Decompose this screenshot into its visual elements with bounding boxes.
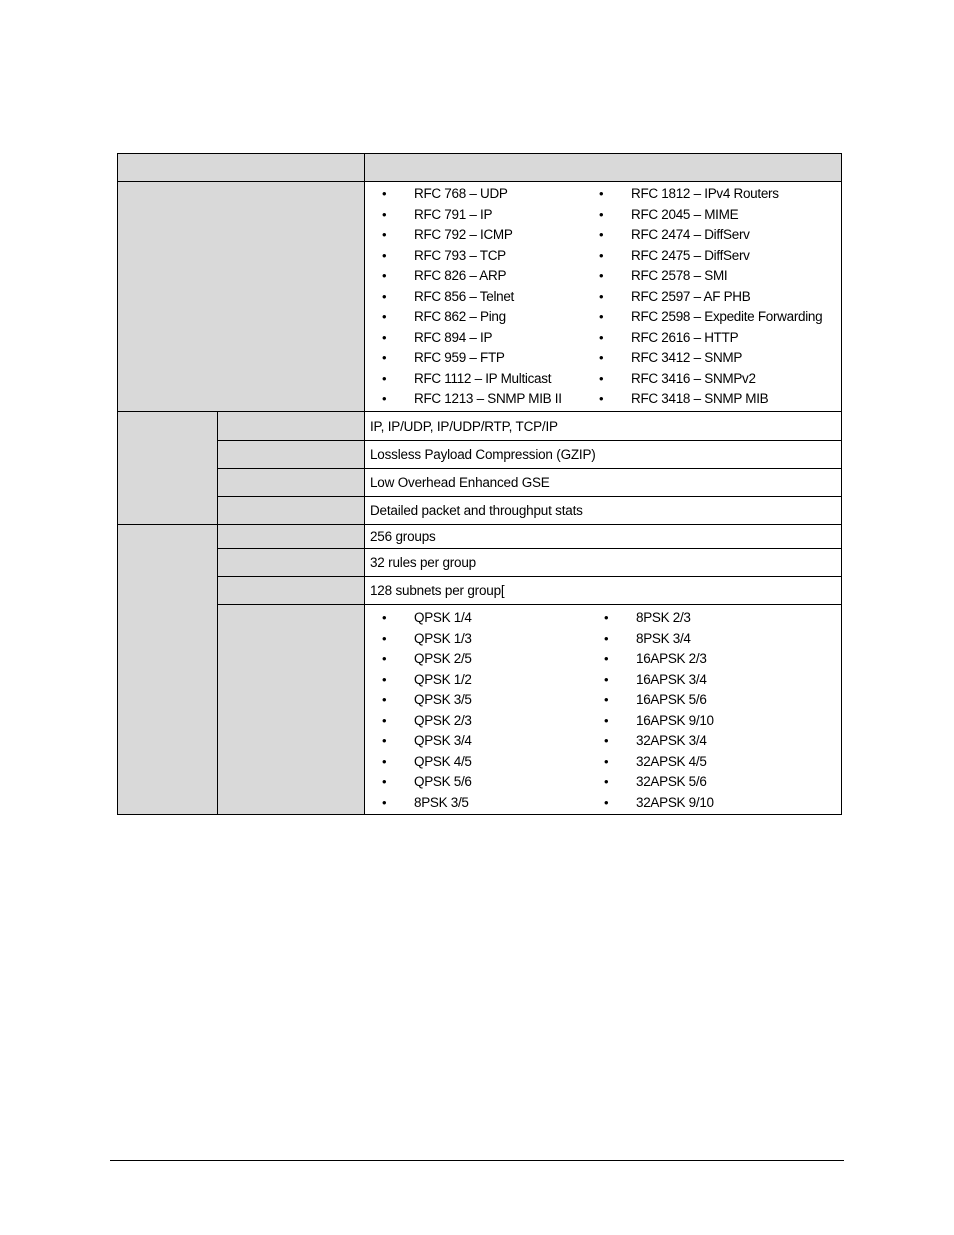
list-item (604, 711, 714, 732)
list-item-text: 8PSK 3/5 (414, 794, 469, 810)
list-item (604, 752, 714, 773)
list-item-text: 32APSK 3/4 (636, 733, 707, 748)
list-item (604, 793, 714, 814)
group-row (118, 525, 842, 549)
list-item-text: RFC 862 – Ping (414, 309, 506, 324)
list-item (604, 629, 714, 650)
list-item-text: 32APSK 9/10 (636, 794, 714, 810)
bullet-icon (604, 608, 636, 629)
list-item-text: QPSK 2/3 (414, 712, 472, 728)
group-row (118, 577, 842, 605)
header-cell-category (118, 154, 365, 182)
list-item (382, 246, 599, 267)
bullet-icon (599, 328, 631, 349)
list-item-text: RFC 2597 – AF PHB (631, 288, 751, 304)
bullet-icon (599, 369, 631, 390)
bullet-icon (599, 307, 631, 328)
list-item (382, 369, 599, 390)
modcod-list-column-1 (382, 608, 604, 813)
bullet-icon (382, 246, 414, 267)
list-item (382, 690, 604, 711)
bullet-icon (382, 184, 414, 205)
list-item (604, 731, 714, 752)
bullet-icon (382, 711, 414, 732)
rfc-bullet-list (365, 182, 841, 410)
list-item-text: RFC 894 – IP (414, 329, 493, 345)
group-row (118, 549, 842, 577)
feature-label-cell (218, 412, 365, 441)
list-item-text: RFC 1112 – IP Multicast (414, 370, 552, 386)
bullet-icon (382, 205, 414, 226)
list-item-text: RFC 2474 – DiffServ (631, 227, 750, 242)
list-item-text: QPSK 2/5 (414, 651, 472, 666)
feature-row (118, 469, 842, 497)
bullet-icon (599, 389, 631, 410)
feature-row (118, 412, 842, 441)
features-group-cell (118, 412, 218, 525)
modcod-label-cell (218, 605, 365, 815)
list-item (599, 389, 822, 410)
feature-label-cell (218, 497, 365, 525)
list-item-text: RFC 2045 – MIME (631, 206, 739, 222)
list-item-text: RFC 2616 – HTTP (631, 329, 739, 345)
bullet-icon (382, 793, 414, 814)
bullet-icon (599, 287, 631, 308)
list-item (604, 649, 714, 670)
group-label-cell (218, 525, 365, 549)
list-item-text: QPSK 1/2 (414, 671, 472, 687)
list-item-text: RFC 3412 – SNMP (631, 350, 743, 365)
bullet-icon (604, 670, 636, 691)
bullet-icon (604, 629, 636, 650)
bullet-icon (382, 307, 414, 328)
list-item-text: 8PSK 3/4 (636, 630, 691, 646)
bullet-icon (382, 389, 414, 410)
modcod-list-cell (365, 605, 842, 815)
list-item-text: RFC 3416 – SNMPv2 (631, 370, 756, 386)
bullet-icon (599, 184, 631, 205)
modcod-list-column-2 (604, 608, 714, 813)
bullet-icon (604, 649, 636, 670)
bullet-icon (599, 205, 631, 226)
list-item-text: QPSK 1/4 (414, 610, 472, 625)
list-item (382, 752, 604, 773)
list-item (382, 389, 599, 410)
bullet-icon (599, 348, 631, 369)
list-item-text: 16APSK 9/10 (636, 712, 714, 728)
bullet-icon (382, 348, 414, 369)
list-item-text: 16APSK 2/3 (636, 651, 707, 666)
list-item (604, 608, 714, 629)
feature-row (118, 441, 842, 469)
group-value: 32 rules per group (365, 549, 842, 577)
list-item (382, 711, 604, 732)
list-item (599, 287, 822, 308)
list-item-text: 32APSK 4/5 (636, 753, 707, 769)
list-item-text: RFC 1812 – IPv4 Routers (631, 186, 779, 201)
list-item (382, 266, 599, 287)
list-item (604, 772, 714, 793)
list-item (382, 629, 604, 650)
protocols-label-cell (118, 182, 365, 412)
list-item (382, 184, 599, 205)
list-item-text: RFC 793 – TCP (414, 247, 506, 263)
feature-label-cell (218, 441, 365, 469)
bullet-icon (604, 793, 636, 814)
list-item-text: RFC 2598 – Expedite Forwarding (631, 309, 823, 324)
list-item-text: RFC 792 – ICMP (414, 227, 513, 242)
bullet-icon (382, 690, 414, 711)
bullet-icon (604, 752, 636, 773)
list-item-text: RFC 2578 – SMI (631, 268, 728, 283)
list-item-text: 8PSK 2/3 (636, 610, 691, 625)
feature-value: Lossless Payload Compression (GZIP) (365, 441, 842, 469)
feature-row (118, 497, 842, 525)
list-item (382, 287, 599, 308)
table-header-row (118, 154, 842, 182)
list-item (382, 225, 599, 246)
list-item-text: QPSK 5/6 (414, 774, 472, 789)
list-item (382, 793, 604, 814)
list-item (599, 369, 822, 390)
list-item-text: RFC 826 – ARP (414, 268, 507, 283)
bullet-icon (604, 772, 636, 793)
bullet-icon (382, 629, 414, 650)
list-item (382, 328, 599, 349)
list-item (599, 266, 822, 287)
list-item-text: RFC 791 – IP (414, 206, 493, 222)
list-item (382, 772, 604, 793)
bullet-icon (382, 649, 414, 670)
rfc-list-column-2 (599, 184, 822, 410)
bullet-icon (382, 328, 414, 349)
list-item (382, 649, 604, 670)
feature-value: Low Overhead Enhanced GSE (365, 469, 842, 497)
list-item-text: RFC 3418 – SNMP MIB (631, 391, 769, 406)
bullet-icon (382, 670, 414, 691)
list-item (599, 225, 822, 246)
list-item-text: QPSK 1/3 (414, 630, 472, 646)
specifications-table (117, 153, 842, 815)
list-item (604, 670, 714, 691)
list-item (599, 307, 822, 328)
modcod-bullet-list (365, 605, 841, 813)
list-item-text: RFC 856 – Telnet (414, 288, 515, 304)
bullet-icon (599, 246, 631, 267)
list-item-text: RFC 1213 – SNMP MIB II (414, 391, 562, 406)
list-item (604, 690, 714, 711)
bullet-icon (599, 225, 631, 246)
modcod-row (118, 605, 842, 815)
list-item-text: 32APSK 5/6 (636, 774, 707, 789)
list-item-text: RFC 768 – UDP (414, 186, 508, 201)
list-item (382, 307, 599, 328)
list-item-text: QPSK 3/4 (414, 733, 472, 748)
bullet-icon (604, 731, 636, 752)
bullet-icon (604, 711, 636, 732)
bullet-icon (382, 266, 414, 287)
feature-value: Detailed packet and throughput stats (365, 497, 842, 525)
list-item-text: 16APSK 3/4 (636, 671, 707, 687)
list-item (599, 205, 822, 226)
bullet-icon (382, 225, 414, 246)
footer-rule (110, 1160, 844, 1161)
list-item (599, 348, 822, 369)
bullet-icon (382, 287, 414, 308)
list-item (382, 731, 604, 752)
rfc-list-column-1 (382, 184, 599, 410)
bullet-icon (382, 772, 414, 793)
feature-label-cell (218, 469, 365, 497)
list-item (599, 246, 822, 267)
list-item-text: 16APSK 5/6 (636, 692, 707, 707)
group-label-cell (218, 577, 365, 605)
list-item (382, 670, 604, 691)
header-cell-description (365, 154, 842, 182)
bullet-icon (604, 690, 636, 711)
list-item (599, 184, 822, 205)
list-item-text: RFC 2475 – DiffServ (631, 247, 750, 263)
list-item-text: RFC 959 – FTP (414, 350, 505, 365)
groups-group-cell (118, 525, 218, 815)
bullet-icon (382, 752, 414, 773)
bullet-icon (382, 608, 414, 629)
list-item-text: QPSK 4/5 (414, 753, 472, 769)
feature-value: IP, IP/UDP, IP/UDP/RTP, TCP/IP (365, 412, 842, 441)
protocols-row (118, 182, 842, 412)
list-item (382, 608, 604, 629)
list-item-text: QPSK 3/5 (414, 692, 472, 707)
group-value: 256 groups (365, 525, 842, 549)
protocols-list-cell (365, 182, 842, 412)
bullet-icon (382, 369, 414, 390)
list-item (382, 348, 599, 369)
list-item (599, 328, 822, 349)
bullet-icon (599, 266, 631, 287)
group-value: 128 subnets per group[ (365, 577, 842, 605)
list-item (382, 205, 599, 226)
group-label-cell (218, 549, 365, 577)
bullet-icon (382, 731, 414, 752)
